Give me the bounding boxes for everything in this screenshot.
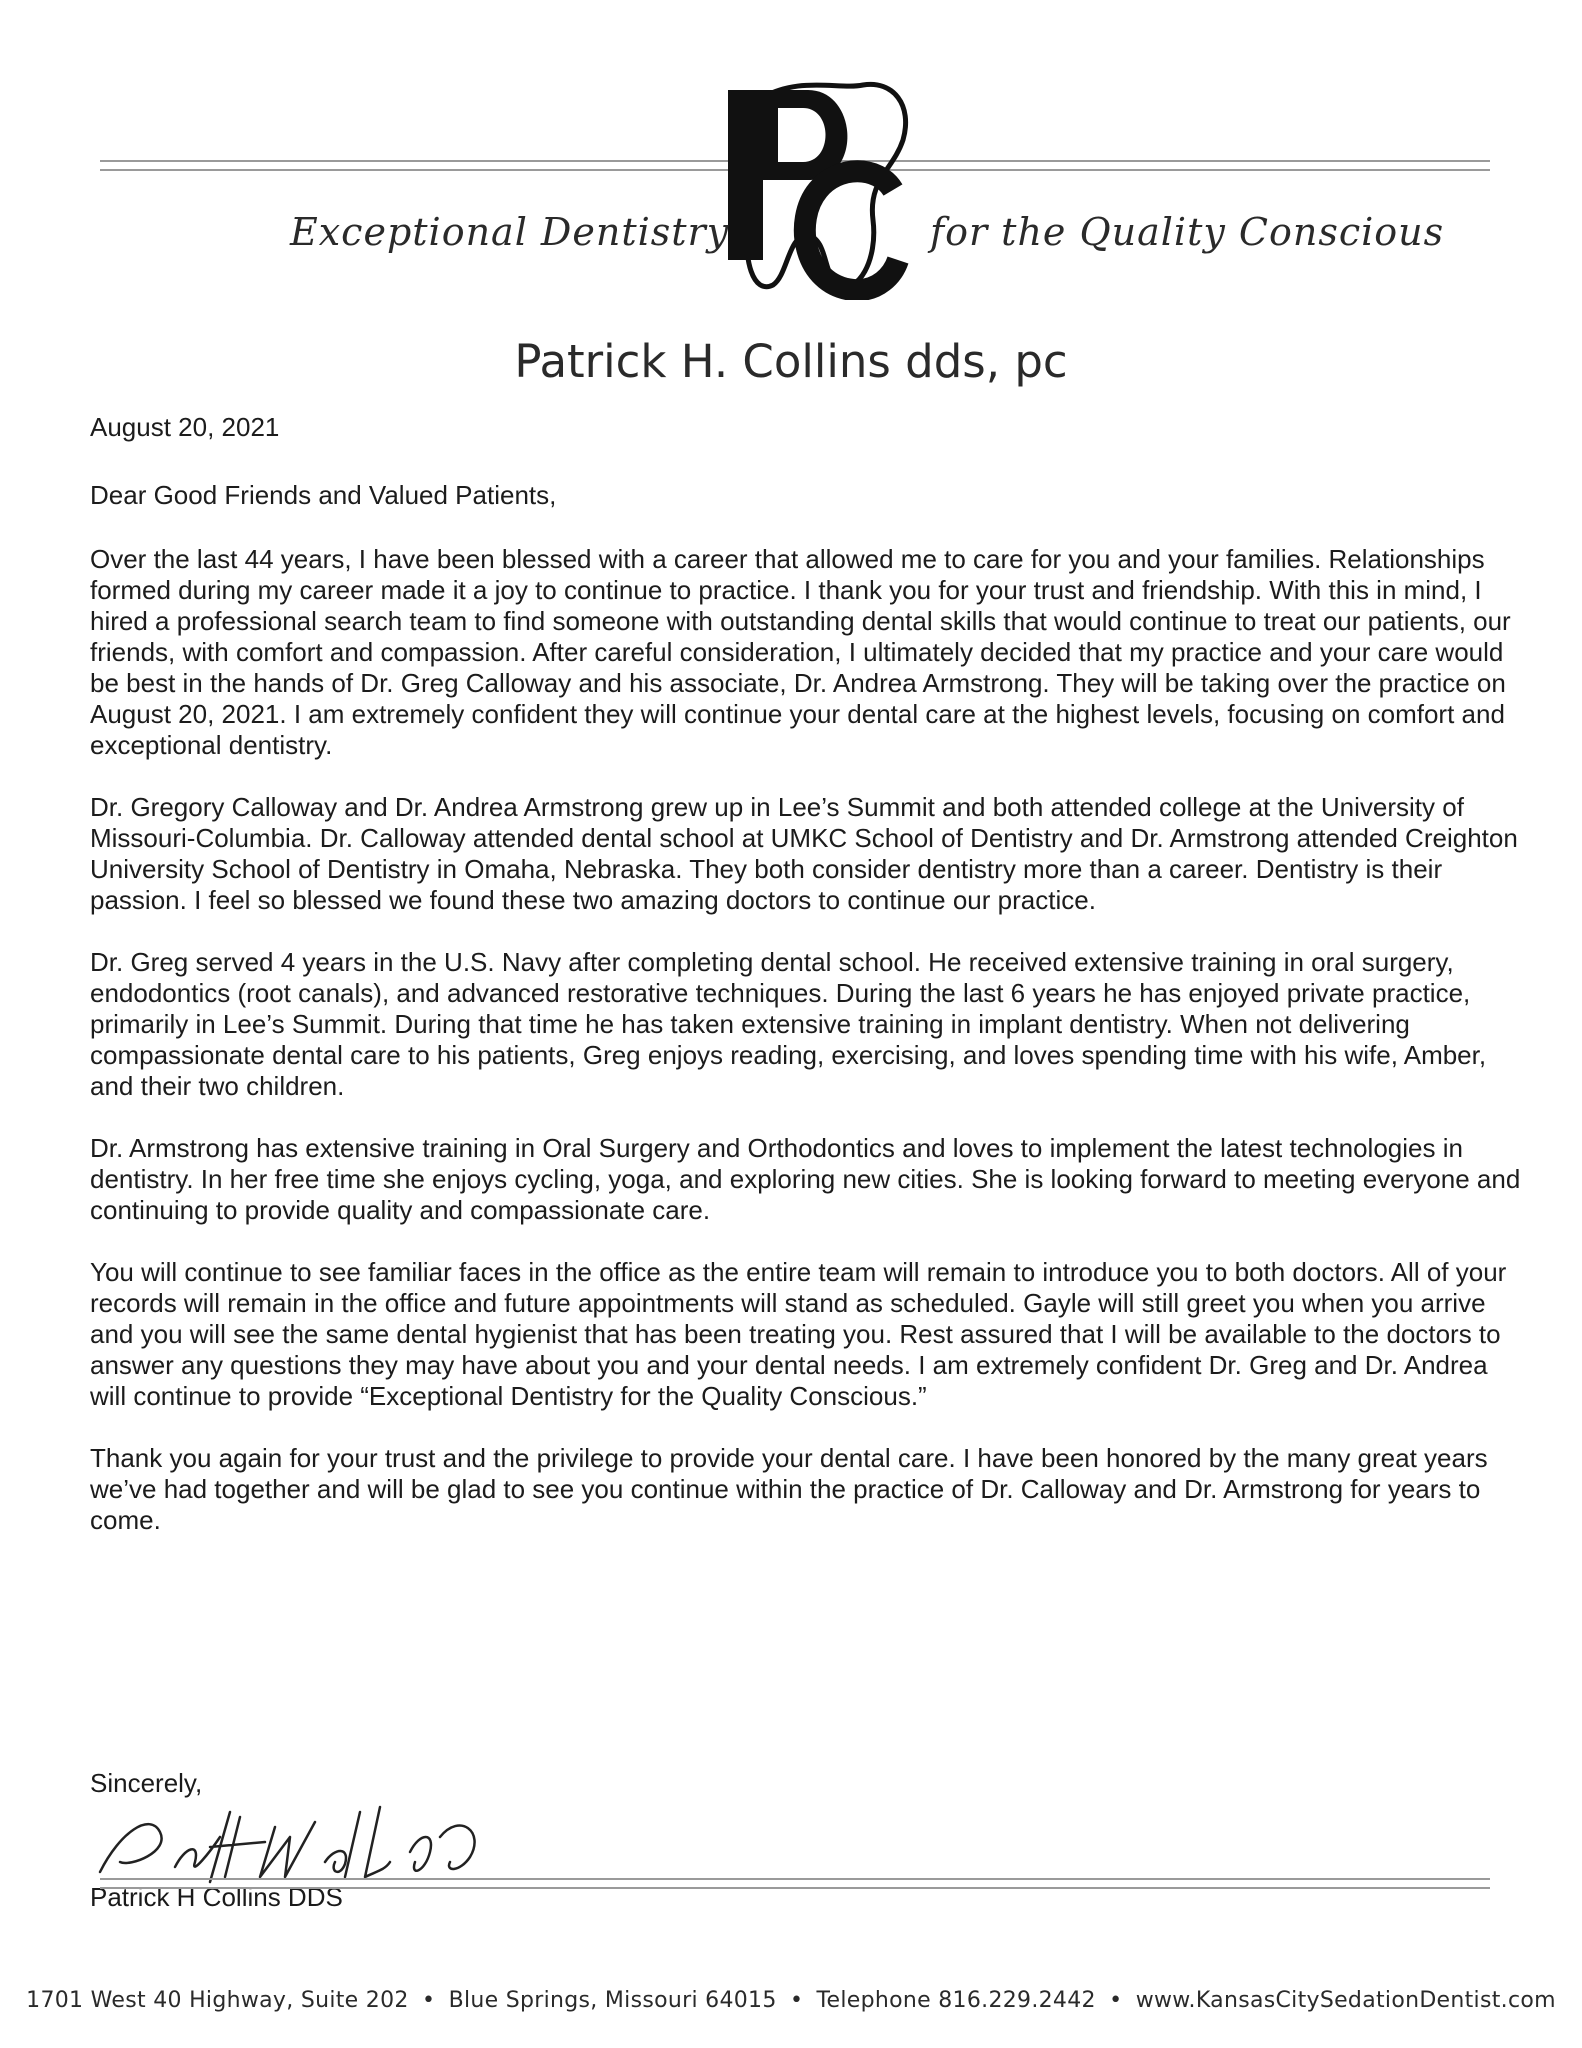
tagline-right: for the Quality Conscious	[930, 210, 1445, 254]
salutation: Dear Good Friends and Valued Patients,	[90, 480, 557, 510]
paragraph: Over the last 44 years, I have been blessed with a career that allowed me to care for you and your families. Relationships formed during my career made it a joy to continue to practice. I thank you for your trust and friendship. With this in mind, I hired a professional search team to find someone with outstanding dental skills that would continue to treat our patients, our friends, with comfort and compassion. After careful consideration, I ultimately decided that my practice and your care would be best in the hands of Dr. Greg Calloway and his associate, Dr. Andrea Armstrong. They will be taking over the practice on August 20, 2021. I am extremely confident they will continue your dental care at the highest levels, focusing on comfort and exceptional dentistry.	[90, 544, 1511, 760]
footer-rule	[100, 1878, 1490, 1889]
signer-name: Patrick H Collins DDS	[90, 1882, 343, 1912]
practice-name: Patrick H. Collins dds, pc	[514, 335, 1068, 388]
bullet-separator: •	[789, 1988, 804, 2013]
signature	[90, 1792, 510, 1892]
letter-date: August 20, 2021	[90, 412, 280, 442]
footer-city: Blue Springs, Missouri 64015	[448, 1988, 777, 2013]
footer-phone: Telephone 816.229.2442	[816, 1988, 1096, 2013]
tagline-left: Exceptional Dentistry	[290, 210, 730, 254]
letter-body	[90, 412, 1530, 1567]
paragraph: Dr. Gregory Calloway and Dr. Andrea Armstrong grew up in Lee’s Summit and both attended college at the University of Missouri-Columbia. Dr. Calloway attended dental school at UMKC School of Dentistry and Dr. Armstrong attended Creighton University School of Dentistry in Omaha, Nebraska. They both consider dentistry more than a career. Dentistry is their passion. I feel so blessed we found these two amazing doctors to continue our practice.	[90, 792, 1518, 915]
paragraph: Thank you again for your trust and the privilege to provide your dental care. I have been honored by the many great years we’ve had together and will be glad to see you continue within the practice of Dr. Calloway and Dr. Armstrong for years to come.	[90, 1443, 1488, 1535]
footer	[0, 1988, 1582, 2013]
pc-logo	[688, 70, 918, 300]
bullet-separator: •	[422, 1988, 436, 2013]
paragraph: Dr. Greg served 4 years in the U.S. Navy after completing dental school. He received extensive training in oral surgery, endodontics (root canals), and advanced restorative techniques. During the last 6 years he has enjoyed private practice, primarily in Lee’s Summit. During that time he has taken extensive training in implant dentistry. When not delivering compassionate dental care to his patients, Greg enjoys reading, exercising, and loves spending time with his wife, Amber, and their two children.	[90, 947, 1487, 1101]
paragraph: You will continue to see familiar faces in the office as the entire team will remain to introduce you to both doctors. All of your records will remain in the office and future appointments will stand as scheduled. Gayle will still greet you when you arrive and you will see the same dental hygienist that has been treating you. Rest assured that I will be available to the doctors to answer any questions they may have about you and your dental needs. I am extremely confident Dr. Greg and Dr. Andrea will continue to provide “Exceptional Dentistry for the Quality Conscious.”	[90, 1257, 1507, 1411]
footer-address: 1701 West 40 Highway, Suite 202	[26, 1988, 409, 2013]
paragraph: Dr. Armstrong has extensive training in Oral Surgery and Orthodontics and loves to implement the latest technologies in dentistry. In her free time she enjoys cycling, yoga, and exploring new cities. She is looking forward to meeting everyone and continuing to provide quality and compassionate care.	[90, 1133, 1521, 1225]
bullet-separator: •	[1109, 1988, 1123, 2013]
closing: Sincerely,	[90, 1768, 203, 1798]
footer-website[interactable]: www.KansasCitySedationDentist.com	[1135, 1988, 1556, 2013]
